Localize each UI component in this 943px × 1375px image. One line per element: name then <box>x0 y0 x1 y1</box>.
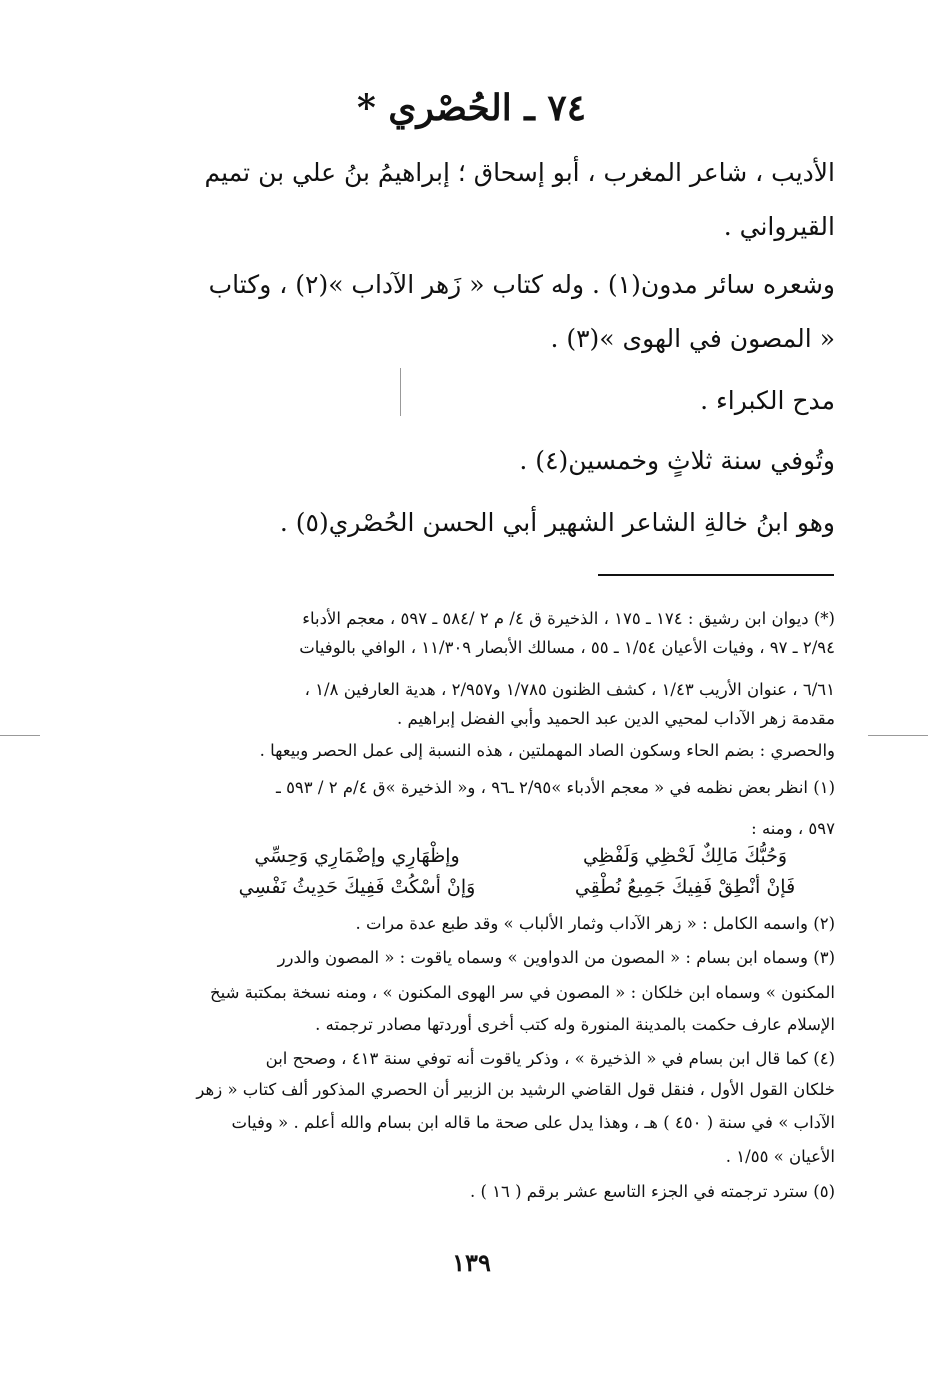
footnote-line: (٤) كما قال ابن بسام في « الذخيرة » ، وذكر ياقوت أنه توفي سنة ٤١٣ ، وصحح ابن <box>265 1049 835 1068</box>
scan-mark-right <box>868 735 928 736</box>
verse-line-1a: وَحُبُّكَ مَالِكٌ لَحْظِي وَلَفْظِي <box>582 845 788 867</box>
footnote-line: ٢/٩٤ ـ ٩٧ ، وفيات الأعيان ١/٥٤ ـ ٥٥ ، مسالك الأبصار ١١/٣٠٩ ، الوافي بالوفيات <box>299 638 835 657</box>
body-line-3: وشعره سائر مدون(١) . وله كتاب « زَهر الآداب »(٢) ، وكتاب <box>208 270 835 299</box>
footnote-line: الإسلام عارف حكمت بالمدينة المنورة وله كتب أخرى أوردتها مصادر ترجمته . <box>315 1015 835 1034</box>
footnote-line: (٣) وسماه ابن بسام : « المصون من الدواوين » وسماه ياقوت : « المصون والدرر <box>277 948 835 967</box>
footnote-line: المكنون » وسماه ابن خلكان : « المصون في سر الهوى المكنون » ، ومنه نسخة بمكتبة شيخ <box>209 983 835 1002</box>
body-line-1: الأديب ، شاعر المغرب ، أبو إسحاق ؛ إبراهيمُ بنُ علي بن تميم <box>204 158 835 187</box>
footnote-line: ٥٩٧ ، ومنه : <box>751 819 835 838</box>
verse-line-1b: وإظْهَارِي وإضْمَارِي وَحِسِّي <box>254 845 460 867</box>
body-line-5: مدح الكبراء . <box>700 386 835 415</box>
footnote-line: الآداب » في سنة ( ٤٥٠ ) هـ ، وهذا يدل على صحة ما قاله ابن بسام والله أعلم . « وفيات <box>231 1113 835 1132</box>
footnote-line: والحصري : بضم الحاء وسكون الصاد المهملتين ، هذه النسبة إلى عمل الحصر وبيعها . <box>259 741 835 760</box>
body-line-4: « المصون في الهوى »(٣) . <box>550 324 835 353</box>
verse-line-2a: فَإنْ أنْطِقْ فَفِيكَ جَمِيعُ نُطْقِي <box>574 876 796 898</box>
footnote-line: مقدمة زهر الآداب لمحيي الدين عبد الحميد وأبي الفضل إبراهيم . <box>397 709 835 728</box>
footnote-separator <box>598 574 834 576</box>
body-line-6: وتُوفي سنة ثلاثٍ وخمسين(٤) . <box>519 446 835 475</box>
scan-mark-vertical <box>400 368 401 416</box>
entry-heading: ٧٤ ـ الحُصْري * <box>356 87 587 129</box>
body-line-2: القيرواني . <box>723 212 835 241</box>
page-number: ١٣٩ <box>452 1248 491 1277</box>
footnote-line: (١) انظر بعض نظمه في « معجم الأدباء »٢/٩٥ ـ٩٦ ، و« الذخيرة »ق ٤/م ٢ / ٥٩٣ ـ <box>275 778 835 797</box>
body-line-7: وهو ابنُ خالةِ الشاعر الشهير أبي الحسن الحُصْري(٥) . <box>279 508 835 537</box>
footnote-line: خلكان القول الأول ، فنقل قول القاضي الرشيد بن الزبير أن الحصري المذكور ألف كتاب « زهر <box>196 1080 835 1099</box>
scan-mark-left <box>0 735 40 736</box>
verse-line-2b: وَإنْ أسْكُتْ فَفِيكَ حَدِيثُ نَفْسِي <box>238 876 476 898</box>
footnote-line: الأعيان » ١/٥٥ . <box>725 1147 835 1166</box>
footnote-line: ٦/٦١ ، عنوان الأريب ١/٤٣ ، كشف الظنون ١/٧٨٥ و٢/٩٥٧ ، هدية العارفين ١/٨ ، <box>304 680 835 699</box>
footnote-line: (*) ديوان ابن رشيق : ١٧٤ ـ ١٧٥ ، الذخيرة ق ٤/ م ٢ /٥٨٤ ـ ٥٩٧ ، معجم الأدباء <box>302 609 835 628</box>
footnote-line: (٥) سترد ترجمته في الجزء التاسع عشر برقم ( ١٦ ) . <box>469 1182 835 1201</box>
footnote-line: (٢) واسمه الكامل : « زهر الآداب وثمار الألباب » وقد طبع عدة مرات . <box>355 914 835 933</box>
